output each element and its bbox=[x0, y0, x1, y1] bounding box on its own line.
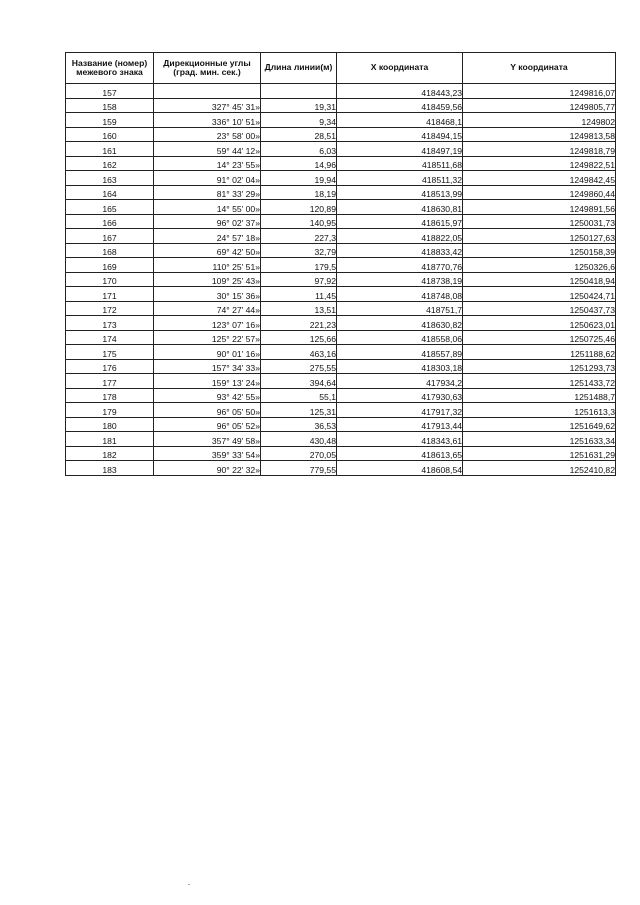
angle-cell: 23° 58' 00» bbox=[154, 127, 261, 142]
table-row bbox=[66, 417, 616, 432]
angle-cell: 157° 34' 33» bbox=[154, 359, 261, 374]
length-cell: 125,31 bbox=[261, 403, 337, 418]
table-row bbox=[66, 142, 616, 157]
table-row bbox=[66, 200, 616, 215]
x-coordinate: 417930,63 bbox=[337, 388, 463, 403]
angle-cell: 109° 25' 43» bbox=[154, 272, 261, 287]
x-coordinate: 418468,1 bbox=[337, 113, 463, 128]
table-row bbox=[66, 330, 616, 345]
point-name: 160 bbox=[66, 127, 154, 142]
angle-cell: 96° 02' 37» bbox=[154, 214, 261, 229]
y-coordinate: 1251188,62 bbox=[463, 345, 616, 360]
table-row bbox=[66, 98, 616, 113]
point-name: 168 bbox=[66, 243, 154, 258]
table-row bbox=[66, 229, 616, 244]
x-coordinate: 418613,65 bbox=[337, 446, 463, 461]
length-cell: 463,16 bbox=[261, 345, 337, 360]
point-name: 183 bbox=[66, 461, 154, 476]
point-name: 164 bbox=[66, 185, 154, 200]
y-coordinate: 1251631,29 bbox=[463, 446, 616, 461]
angle-cell: 125° 22' 57» bbox=[154, 330, 261, 345]
table-row bbox=[66, 185, 616, 200]
y-coordinate: 1250127,63 bbox=[463, 229, 616, 244]
point-name: 171 bbox=[66, 287, 154, 302]
y-coordinate: 1250623,01 bbox=[463, 316, 616, 331]
table-row bbox=[66, 171, 616, 186]
angle-cell: 24° 57' 18» bbox=[154, 229, 261, 244]
point-name: 166 bbox=[66, 214, 154, 229]
y-coordinate: 1251488,7 bbox=[463, 388, 616, 403]
y-coordinate: 1250326,6 bbox=[463, 258, 616, 273]
x-coordinate: 418822,05 bbox=[337, 229, 463, 244]
table-row bbox=[66, 113, 616, 128]
length-cell: 221,23 bbox=[261, 316, 337, 331]
x-coordinate: 418443,23 bbox=[337, 84, 463, 99]
x-coordinate: 418738,19 bbox=[337, 272, 463, 287]
angle-cell: 110° 25' 51» bbox=[154, 258, 261, 273]
length-cell: 97,92 bbox=[261, 272, 337, 287]
x-coordinate: 418558,06 bbox=[337, 330, 463, 345]
coordinates-table bbox=[65, 52, 616, 476]
length-cell: 120,89 bbox=[261, 200, 337, 215]
x-coordinate: 418303,18 bbox=[337, 359, 463, 374]
table-header-row bbox=[66, 53, 616, 84]
angle-cell: 90° 01' 16» bbox=[154, 345, 261, 360]
point-name: 176 bbox=[66, 359, 154, 374]
y-coordinate: 1250437,73 bbox=[463, 301, 616, 316]
angle-cell: 96° 05' 52» bbox=[154, 417, 261, 432]
point-name: 167 bbox=[66, 229, 154, 244]
y-coordinate: 1249818,79 bbox=[463, 142, 616, 157]
y-coordinate: 1249805,77 bbox=[463, 98, 616, 113]
length-cell: 14,96 bbox=[261, 156, 337, 171]
y-coordinate: 1249842,45 bbox=[463, 171, 616, 186]
angle-cell: 91° 02' 04» bbox=[154, 171, 261, 186]
table-row bbox=[66, 432, 616, 447]
angle-cell: 359° 33' 54» bbox=[154, 446, 261, 461]
point-name: 162 bbox=[66, 156, 154, 171]
length-cell: 13,51 bbox=[261, 301, 337, 316]
angle-cell: 327° 45' 31» bbox=[154, 98, 261, 113]
x-coordinate: 417913,44 bbox=[337, 417, 463, 432]
point-name: 173 bbox=[66, 316, 154, 331]
point-name: 169 bbox=[66, 258, 154, 273]
angle-cell: 90° 22' 32» bbox=[154, 461, 261, 476]
point-name: 163 bbox=[66, 171, 154, 186]
length-cell: 430,48 bbox=[261, 432, 337, 447]
angle-cell: 74° 27' 44» bbox=[154, 301, 261, 316]
x-coordinate: 418459,56 bbox=[337, 98, 463, 113]
point-name: 157 bbox=[66, 84, 154, 99]
table-row bbox=[66, 403, 616, 418]
table-row bbox=[66, 272, 616, 287]
length-cell bbox=[261, 84, 337, 99]
y-coordinate: 1249822,51 bbox=[463, 156, 616, 171]
angle-cell: 93° 42' 55» bbox=[154, 388, 261, 403]
x-coordinate: 418557,89 bbox=[337, 345, 463, 360]
x-coordinate: 418511,32 bbox=[337, 171, 463, 186]
length-cell: 19,31 bbox=[261, 98, 337, 113]
angle-cell: 14° 55' 00» bbox=[154, 200, 261, 215]
y-coordinate: 1249802 bbox=[463, 113, 616, 128]
point-name: 165 bbox=[66, 200, 154, 215]
y-coordinate: 1251613,3 bbox=[463, 403, 616, 418]
point-name: 170 bbox=[66, 272, 154, 287]
angle-cell bbox=[154, 84, 261, 99]
header-name: Название (номер) межевого знака bbox=[66, 53, 154, 84]
point-name: 172 bbox=[66, 301, 154, 316]
y-coordinate: 1250031,73 bbox=[463, 214, 616, 229]
header-length: Длина линии(м) bbox=[261, 53, 337, 84]
y-coordinate: 1251649,62 bbox=[463, 417, 616, 432]
point-name: 177 bbox=[66, 374, 154, 389]
y-coordinate: 1250418,94 bbox=[463, 272, 616, 287]
length-cell: 55,1 bbox=[261, 388, 337, 403]
point-name: 181 bbox=[66, 432, 154, 447]
table-row bbox=[66, 359, 616, 374]
angle-cell: 159° 13' 24» bbox=[154, 374, 261, 389]
length-cell: 227,3 bbox=[261, 229, 337, 244]
table-row bbox=[66, 345, 616, 360]
header-angle: Дирекционные углы (град. мин. сек.) bbox=[154, 53, 261, 84]
x-coordinate: 417917,32 bbox=[337, 403, 463, 418]
y-coordinate: 1249891,56 bbox=[463, 200, 616, 215]
angle-cell: 336° 10' 51» bbox=[154, 113, 261, 128]
length-cell: 275,55 bbox=[261, 359, 337, 374]
angle-cell: 69° 42' 50» bbox=[154, 243, 261, 258]
angle-cell: 357° 49' 58» bbox=[154, 432, 261, 447]
table-row bbox=[66, 156, 616, 171]
length-cell: 779,55 bbox=[261, 461, 337, 476]
table-body bbox=[66, 84, 616, 476]
table-row bbox=[66, 388, 616, 403]
y-coordinate: 1249816,07 bbox=[463, 84, 616, 99]
y-coordinate: 1249860,44 bbox=[463, 185, 616, 200]
length-cell: 125,66 bbox=[261, 330, 337, 345]
y-coordinate: 1252410,82 bbox=[463, 461, 616, 476]
x-coordinate: 418511,68 bbox=[337, 156, 463, 171]
header-y: Y координата bbox=[463, 53, 616, 84]
table-row bbox=[66, 287, 616, 302]
x-coordinate: 418630,82 bbox=[337, 316, 463, 331]
table-row bbox=[66, 214, 616, 229]
point-name: 180 bbox=[66, 417, 154, 432]
scan-mark bbox=[188, 884, 190, 885]
table-row bbox=[66, 374, 616, 389]
y-coordinate: 1251433,72 bbox=[463, 374, 616, 389]
point-name: 158 bbox=[66, 98, 154, 113]
point-name: 179 bbox=[66, 403, 154, 418]
length-cell: 11,45 bbox=[261, 287, 337, 302]
x-coordinate: 418513,99 bbox=[337, 185, 463, 200]
angle-cell: 123° 07' 16» bbox=[154, 316, 261, 331]
length-cell: 18,19 bbox=[261, 185, 337, 200]
angle-cell: 81° 33' 29» bbox=[154, 185, 261, 200]
length-cell: 32,79 bbox=[261, 243, 337, 258]
table-row bbox=[66, 446, 616, 461]
x-coordinate: 418615,97 bbox=[337, 214, 463, 229]
y-coordinate: 1250158,39 bbox=[463, 243, 616, 258]
y-coordinate: 1251293,73 bbox=[463, 359, 616, 374]
y-coordinate: 1250424,71 bbox=[463, 287, 616, 302]
x-coordinate: 418748,08 bbox=[337, 287, 463, 302]
point-name: 182 bbox=[66, 446, 154, 461]
table-row bbox=[66, 316, 616, 331]
point-name: 161 bbox=[66, 142, 154, 157]
x-coordinate: 418608,54 bbox=[337, 461, 463, 476]
length-cell: 394,64 bbox=[261, 374, 337, 389]
y-coordinate: 1251633,34 bbox=[463, 432, 616, 447]
length-cell: 9,34 bbox=[261, 113, 337, 128]
x-coordinate: 418630,81 bbox=[337, 200, 463, 215]
x-coordinate: 417934,2 bbox=[337, 374, 463, 389]
length-cell: 36,53 bbox=[261, 417, 337, 432]
table-row bbox=[66, 127, 616, 142]
length-cell: 270,05 bbox=[261, 446, 337, 461]
angle-cell: 96° 05' 50» bbox=[154, 403, 261, 418]
table-row bbox=[66, 258, 616, 273]
angle-cell: 14° 23' 55» bbox=[154, 156, 261, 171]
x-coordinate: 418497,19 bbox=[337, 142, 463, 157]
angle-cell: 59° 44' 12» bbox=[154, 142, 261, 157]
point-name: 178 bbox=[66, 388, 154, 403]
y-coordinate: 1249813,58 bbox=[463, 127, 616, 142]
length-cell: 140,95 bbox=[261, 214, 337, 229]
point-name: 175 bbox=[66, 345, 154, 360]
point-name: 174 bbox=[66, 330, 154, 345]
length-cell: 179,5 bbox=[261, 258, 337, 273]
table-row bbox=[66, 84, 616, 99]
point-name: 159 bbox=[66, 113, 154, 128]
length-cell: 28,51 bbox=[261, 127, 337, 142]
x-coordinate: 418770,76 bbox=[337, 258, 463, 273]
table-row bbox=[66, 461, 616, 476]
length-cell: 19,94 bbox=[261, 171, 337, 186]
y-coordinate: 1250725,46 bbox=[463, 330, 616, 345]
x-coordinate: 418343,61 bbox=[337, 432, 463, 447]
header-x: X координата bbox=[337, 53, 463, 84]
table-row bbox=[66, 301, 616, 316]
angle-cell: 30° 15' 36» bbox=[154, 287, 261, 302]
length-cell: 6,03 bbox=[261, 142, 337, 157]
x-coordinate: 418833,42 bbox=[337, 243, 463, 258]
x-coordinate: 418751,7 bbox=[337, 301, 463, 316]
x-coordinate: 418494,15 bbox=[337, 127, 463, 142]
table-row bbox=[66, 243, 616, 258]
